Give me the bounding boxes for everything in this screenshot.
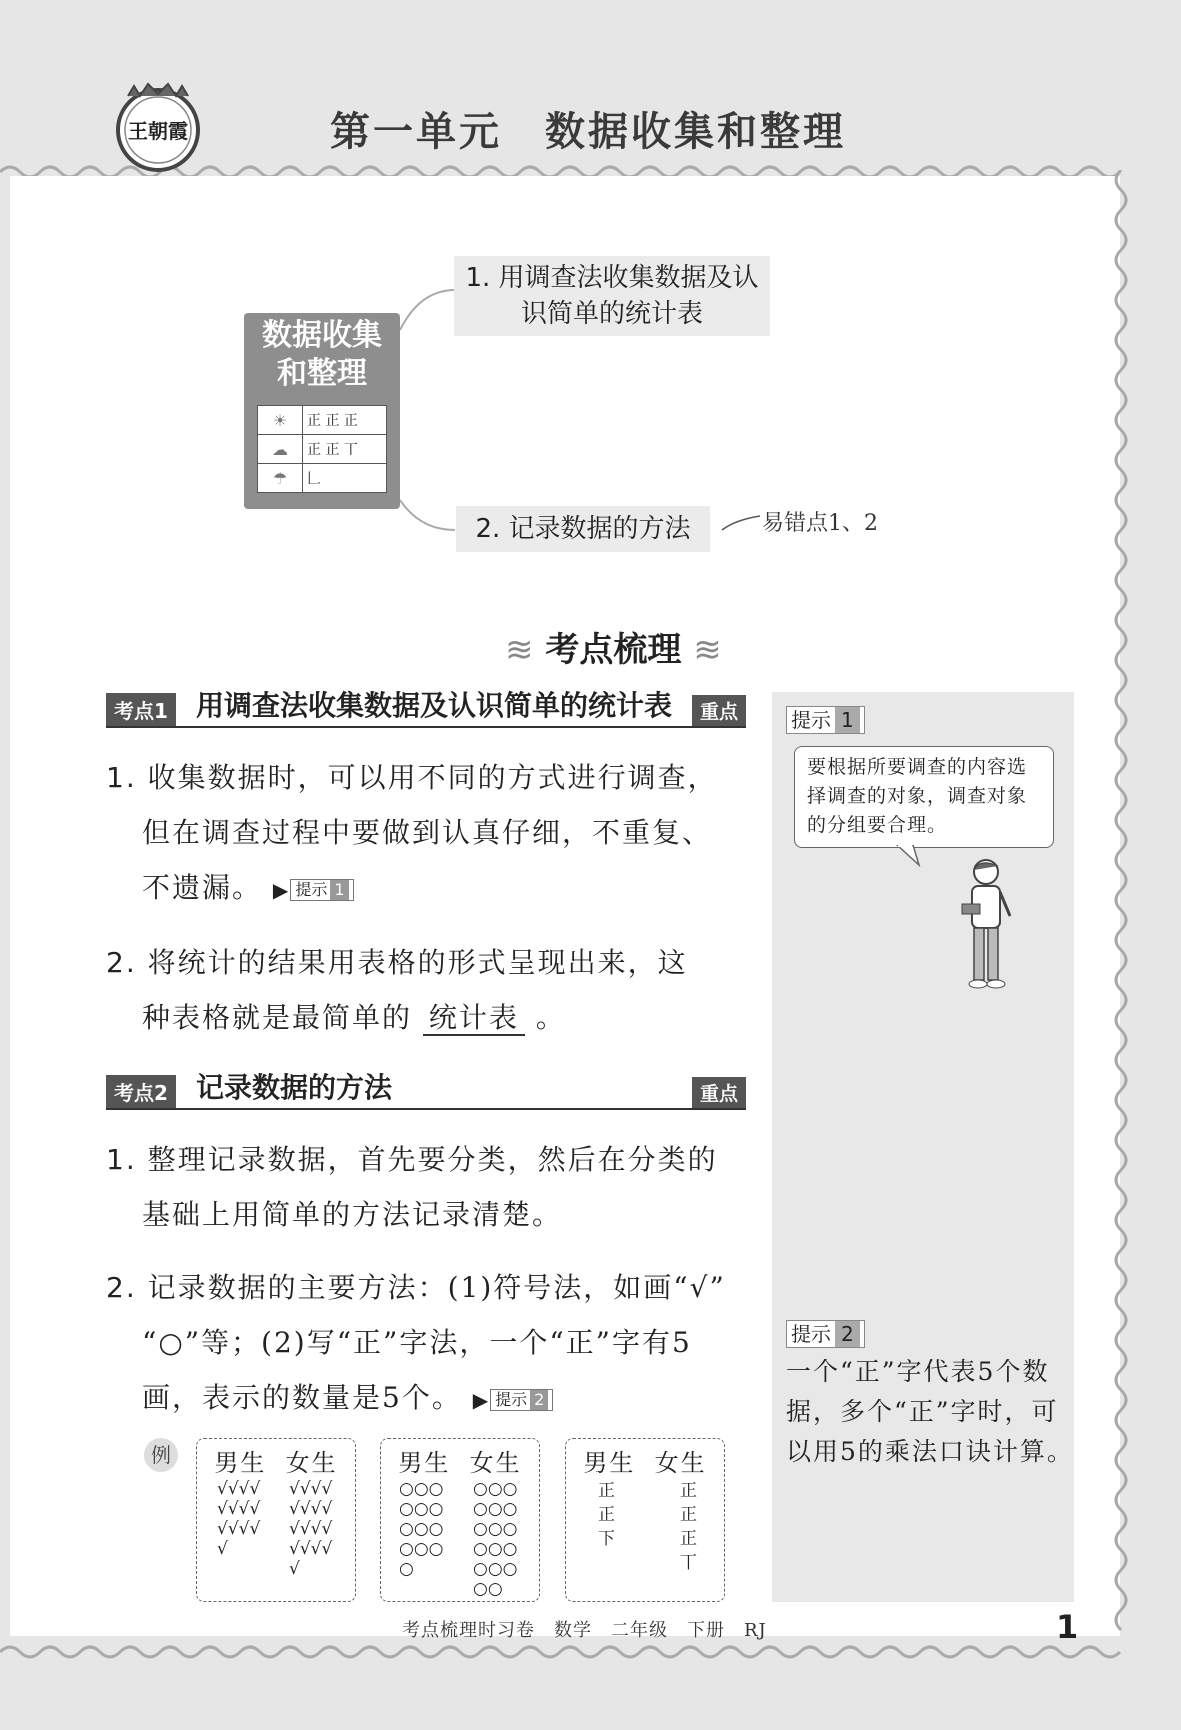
- example-label: 例: [144, 1438, 178, 1472]
- kaodian-tag: 考点2: [106, 1075, 176, 1108]
- text-line: 将统计的结果用表格的形式呈现出来，这: [147, 946, 688, 979]
- text-line: 但在调查过程中要做到认真仔细，不重复、: [142, 816, 713, 849]
- mindmap-center-title: 数据收集和整理: [262, 318, 382, 391]
- wave-decoration-icon: ≋: [693, 630, 722, 670]
- kaodian-title: 记录数据的方法: [196, 1071, 393, 1104]
- boys-tally: √√√√ √√√√ √√√√ √: [217, 1479, 261, 1559]
- girls-tally: √√√√ √√√√ √√√√ √√√√ √: [289, 1479, 333, 1579]
- example-box-circles: [380, 1438, 540, 1602]
- boys-tally: ○○○ ○○○ ○○○ ○○○ ○: [399, 1479, 444, 1579]
- rain-icon: ☂: [258, 464, 303, 493]
- text-line: 整理记录数据，首先要分类，然后在分类的: [147, 1143, 718, 1176]
- tip-number: 1: [835, 707, 860, 733]
- example-header: 男生 女生: [398, 1449, 522, 1477]
- key-point-badge: 重点: [692, 695, 746, 726]
- tip-1-tag: [786, 706, 865, 734]
- tip-label: 提示: [791, 708, 831, 732]
- section-title: [505, 622, 722, 671]
- kaodian-1-point-1: [106, 750, 756, 918]
- tip-1-text: 要根据所要调查的内容选择调查的对象，调查对象的分组要合理。: [807, 756, 1028, 836]
- hint-2-link[interactable]: [490, 1389, 553, 1411]
- hint-label: 提示: [495, 1389, 528, 1409]
- kaodian-title: 用调查法收集数据及认识简单的统计表: [196, 689, 673, 722]
- bubble-tail-icon: [895, 845, 925, 867]
- example-box-checkmarks: [196, 1438, 356, 1602]
- tally-marks: 正 正 丅: [303, 435, 387, 464]
- girls-tally: 正 正 正 丅: [680, 1481, 697, 1573]
- unit-title: 第一单元 数据收集和整理: [330, 109, 846, 155]
- text-line: 收集数据时，可以用不同的方式进行调查，: [147, 761, 718, 794]
- svg-text:王朝霞: 王朝霞: [128, 119, 188, 143]
- tip-number: 2: [835, 1321, 860, 1347]
- bottom-wave-border: [0, 1640, 1181, 1664]
- wave-decoration-icon: ≋: [505, 630, 534, 670]
- hint-label: 提示: [295, 879, 328, 899]
- kaodian-1-header: [106, 689, 746, 728]
- section-title-text: 考点梳理: [545, 630, 682, 670]
- point-number: 2.: [106, 946, 137, 979]
- example-header: 男生 女生: [214, 1449, 338, 1477]
- tip-label: 提示: [791, 1322, 831, 1346]
- mindmap-node-2-note: 易错点1、2: [762, 511, 878, 536]
- key-point-badge: 重点: [692, 1077, 746, 1108]
- kaodian-2-header: [106, 1071, 746, 1110]
- point-number: 1.: [106, 1143, 137, 1176]
- girls-tally: ○○○ ○○○ ○○○ ○○○ ○○○ ○○: [473, 1479, 518, 1599]
- tally-marks: 正 正 正: [303, 406, 387, 435]
- kaodian-tag: 考点1: [106, 693, 176, 726]
- text-line: 。: [535, 1001, 566, 1034]
- text-line: 不遗漏。: [142, 871, 263, 904]
- boys-tally: 正 正 下: [598, 1481, 615, 1549]
- point-number: 2.: [106, 1271, 137, 1304]
- example-box-zheng: [565, 1438, 725, 1602]
- kaodian-2-point-2: [106, 1260, 756, 1428]
- tip-2-text: 一个“正”字代表5个数据，多个“正”字时，可以用5的乘法口诀计算。: [786, 1357, 1074, 1466]
- text-line: “○”等；(2)写“正”字法，一个“正”字有5: [142, 1326, 692, 1359]
- mindmap-node-1: 1. 用调查法收集数据及认识简单的统计表: [454, 256, 770, 336]
- tip-1-speech-bubble: [794, 746, 1054, 848]
- text-line: 种表格就是最简单的: [142, 1001, 413, 1034]
- tally-marks: 𠃊: [303, 464, 387, 493]
- boy-illustration: [950, 856, 1020, 992]
- arrow-right-icon: ▶: [272, 878, 291, 902]
- text-line: 画，表示的数量是5个。: [142, 1381, 462, 1414]
- hint-number: 1: [330, 880, 348, 900]
- sun-icon: ☀: [258, 406, 303, 435]
- tip-2-tag: [786, 1320, 865, 1348]
- mindmap-center: [244, 313, 400, 509]
- mindmap-tally-table: [257, 405, 387, 493]
- example-header: 男生 女生: [583, 1449, 707, 1477]
- text-line: 记录数据的主要方法：(1)符号法，如画“√”: [147, 1271, 726, 1304]
- kaodian-1-point-2: [106, 935, 756, 1045]
- answer-blank: 统计表: [423, 1001, 525, 1036]
- cloud-icon: ☁: [258, 435, 303, 464]
- page-number: 1: [1056, 1608, 1079, 1646]
- kaodian-2-point-1: [106, 1132, 756, 1242]
- mindmap-node-2: 2. 记录数据的方法: [456, 506, 710, 552]
- hint-number: 2: [530, 1390, 548, 1410]
- arrow-right-icon: ▶: [472, 1388, 491, 1412]
- footer-text: 考点梳理时习卷 数学 二年级 下册 RJ: [402, 1620, 767, 1641]
- hint-1-link[interactable]: [290, 879, 353, 901]
- point-number: 1.: [106, 761, 137, 794]
- text-line: 基础上用简单的方法记录清楚。: [142, 1198, 563, 1231]
